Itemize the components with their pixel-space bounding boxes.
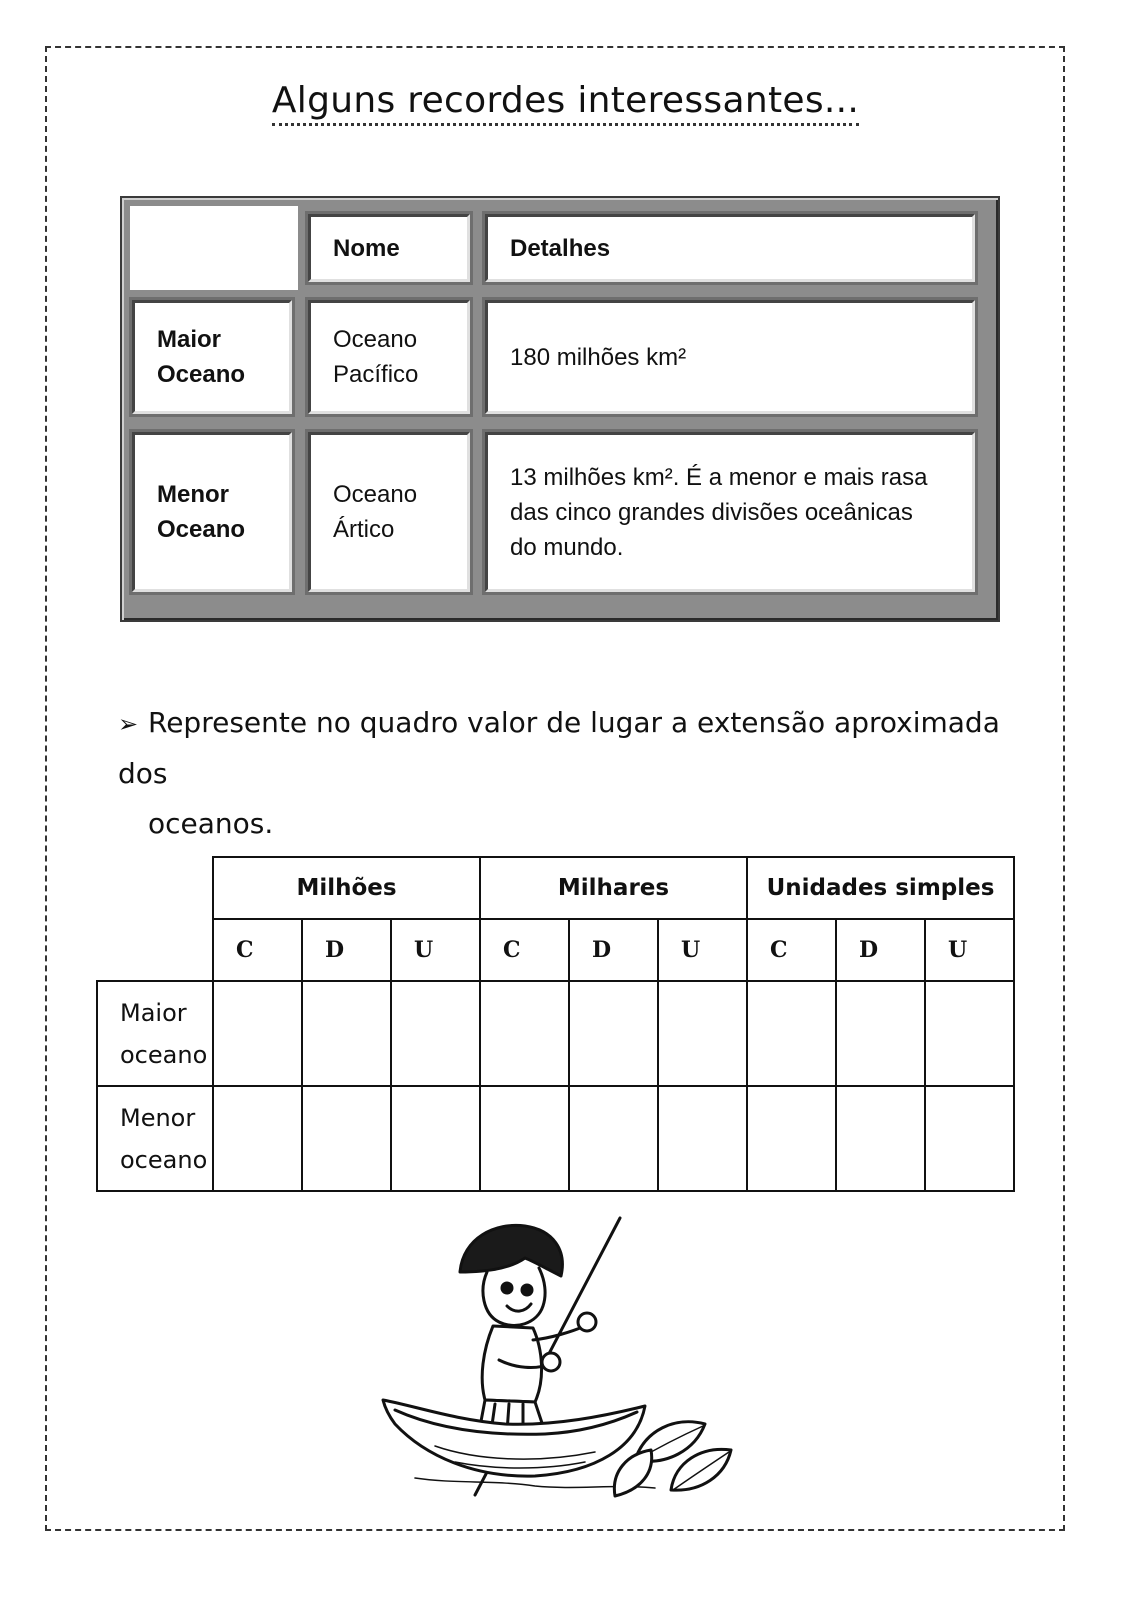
records-cell-smallest-details [485, 432, 975, 592]
subheader-millions-c: C [213, 919, 302, 981]
group-header-millions: Milhões [213, 857, 480, 919]
records-table [120, 196, 1000, 622]
answer-cell[interactable] [747, 981, 836, 1086]
answer-cell[interactable] [569, 1086, 658, 1191]
answer-cell[interactable] [658, 1086, 747, 1191]
instruction-line1: Represente no quadro valor de lugar a extensão aproximada dos [118, 706, 1000, 790]
answer-cell[interactable] [836, 981, 925, 1086]
eye-right [522, 1285, 532, 1295]
answer-cell[interactable] [747, 1086, 836, 1191]
smallest-name-line1: Oceano [333, 481, 418, 508]
subheader-thousands-d: D [569, 919, 658, 981]
child-rowing-canoe-illustration-icon [375, 1210, 745, 1510]
leaf-2 [671, 1449, 731, 1490]
answer-cell[interactable] [569, 981, 658, 1086]
smallest-details-line3: do mundo. [510, 533, 624, 561]
subheader-thousands-c: C [480, 919, 569, 981]
answer-cell[interactable] [302, 1086, 391, 1191]
hair [460, 1225, 562, 1276]
answer-cell[interactable] [925, 981, 1014, 1086]
grid-smallest-line1: Menor [120, 1103, 196, 1132]
subheader-units-c: C [747, 919, 836, 981]
records-row-label-smallest [132, 432, 292, 592]
place-value-table [96, 856, 1015, 1192]
answer-cell[interactable] [391, 981, 480, 1086]
records-header-name: Nome [308, 214, 470, 282]
answer-cell[interactable] [213, 981, 302, 1086]
largest-label-line2: Oceano [157, 361, 246, 388]
subheader-units-u: U [925, 919, 1014, 981]
hand-lower [542, 1353, 560, 1371]
records-cell-smallest-name [308, 432, 470, 592]
grid-corner-bottom [97, 919, 213, 981]
grid-row-label-largest [97, 981, 213, 1086]
bullet-arrow-icon: ➢ [118, 710, 139, 738]
subheader-units-d: D [836, 919, 925, 981]
grid-largest-line1: Maior [120, 998, 187, 1027]
records-cell-largest-details: 180 milhões km² [485, 300, 975, 414]
largest-name-line2: Pacífico [333, 361, 419, 388]
largest-label-line1: Maior [157, 326, 222, 353]
smallest-details-line2: das cinco grandes divisões oceânicas [510, 498, 913, 526]
answer-cell[interactable] [658, 981, 747, 1086]
instruction-text [118, 698, 1048, 849]
grid-smallest-line2: oceano [120, 1145, 208, 1174]
instruction-line2: oceanos. [148, 807, 274, 840]
records-corner-cell [130, 206, 298, 290]
grid-row-label-smallest [97, 1086, 213, 1191]
hand-upper [578, 1313, 596, 1331]
records-cell-largest-name [308, 300, 470, 414]
subheader-millions-u: U [391, 919, 480, 981]
eye-left [502, 1283, 512, 1293]
smallest-label-line1: Menor [157, 481, 229, 508]
answer-cell[interactable] [480, 1086, 569, 1191]
page-title: Alguns recordes interessantes... [272, 80, 859, 126]
page-title-wrapper [0, 80, 1131, 121]
records-row-label-largest [132, 300, 292, 414]
largest-name-line1: Oceano [333, 326, 418, 353]
group-header-thousands: Milhares [480, 857, 747, 919]
leaf-3 [614, 1450, 651, 1496]
face [483, 1268, 545, 1325]
grid-largest-line2: oceano [120, 1040, 208, 1069]
smallest-name-line2: Ártico [333, 516, 395, 543]
subheader-thousands-u: U [658, 919, 747, 981]
answer-cell[interactable] [480, 981, 569, 1086]
answer-cell[interactable] [213, 1086, 302, 1191]
smallest-details-line1: 13 milhões km². É a menor e mais rasa [510, 463, 928, 491]
smallest-label-line2: Oceano [157, 516, 246, 543]
answer-cell[interactable] [391, 1086, 480, 1191]
answer-cell[interactable] [925, 1086, 1014, 1191]
grid-corner-top [97, 857, 213, 919]
answer-cell[interactable] [836, 1086, 925, 1191]
group-header-units: Unidades simples [747, 857, 1014, 919]
records-header-details: Detalhes [485, 214, 975, 282]
subheader-millions-d: D [302, 919, 391, 981]
answer-cell[interactable] [302, 981, 391, 1086]
